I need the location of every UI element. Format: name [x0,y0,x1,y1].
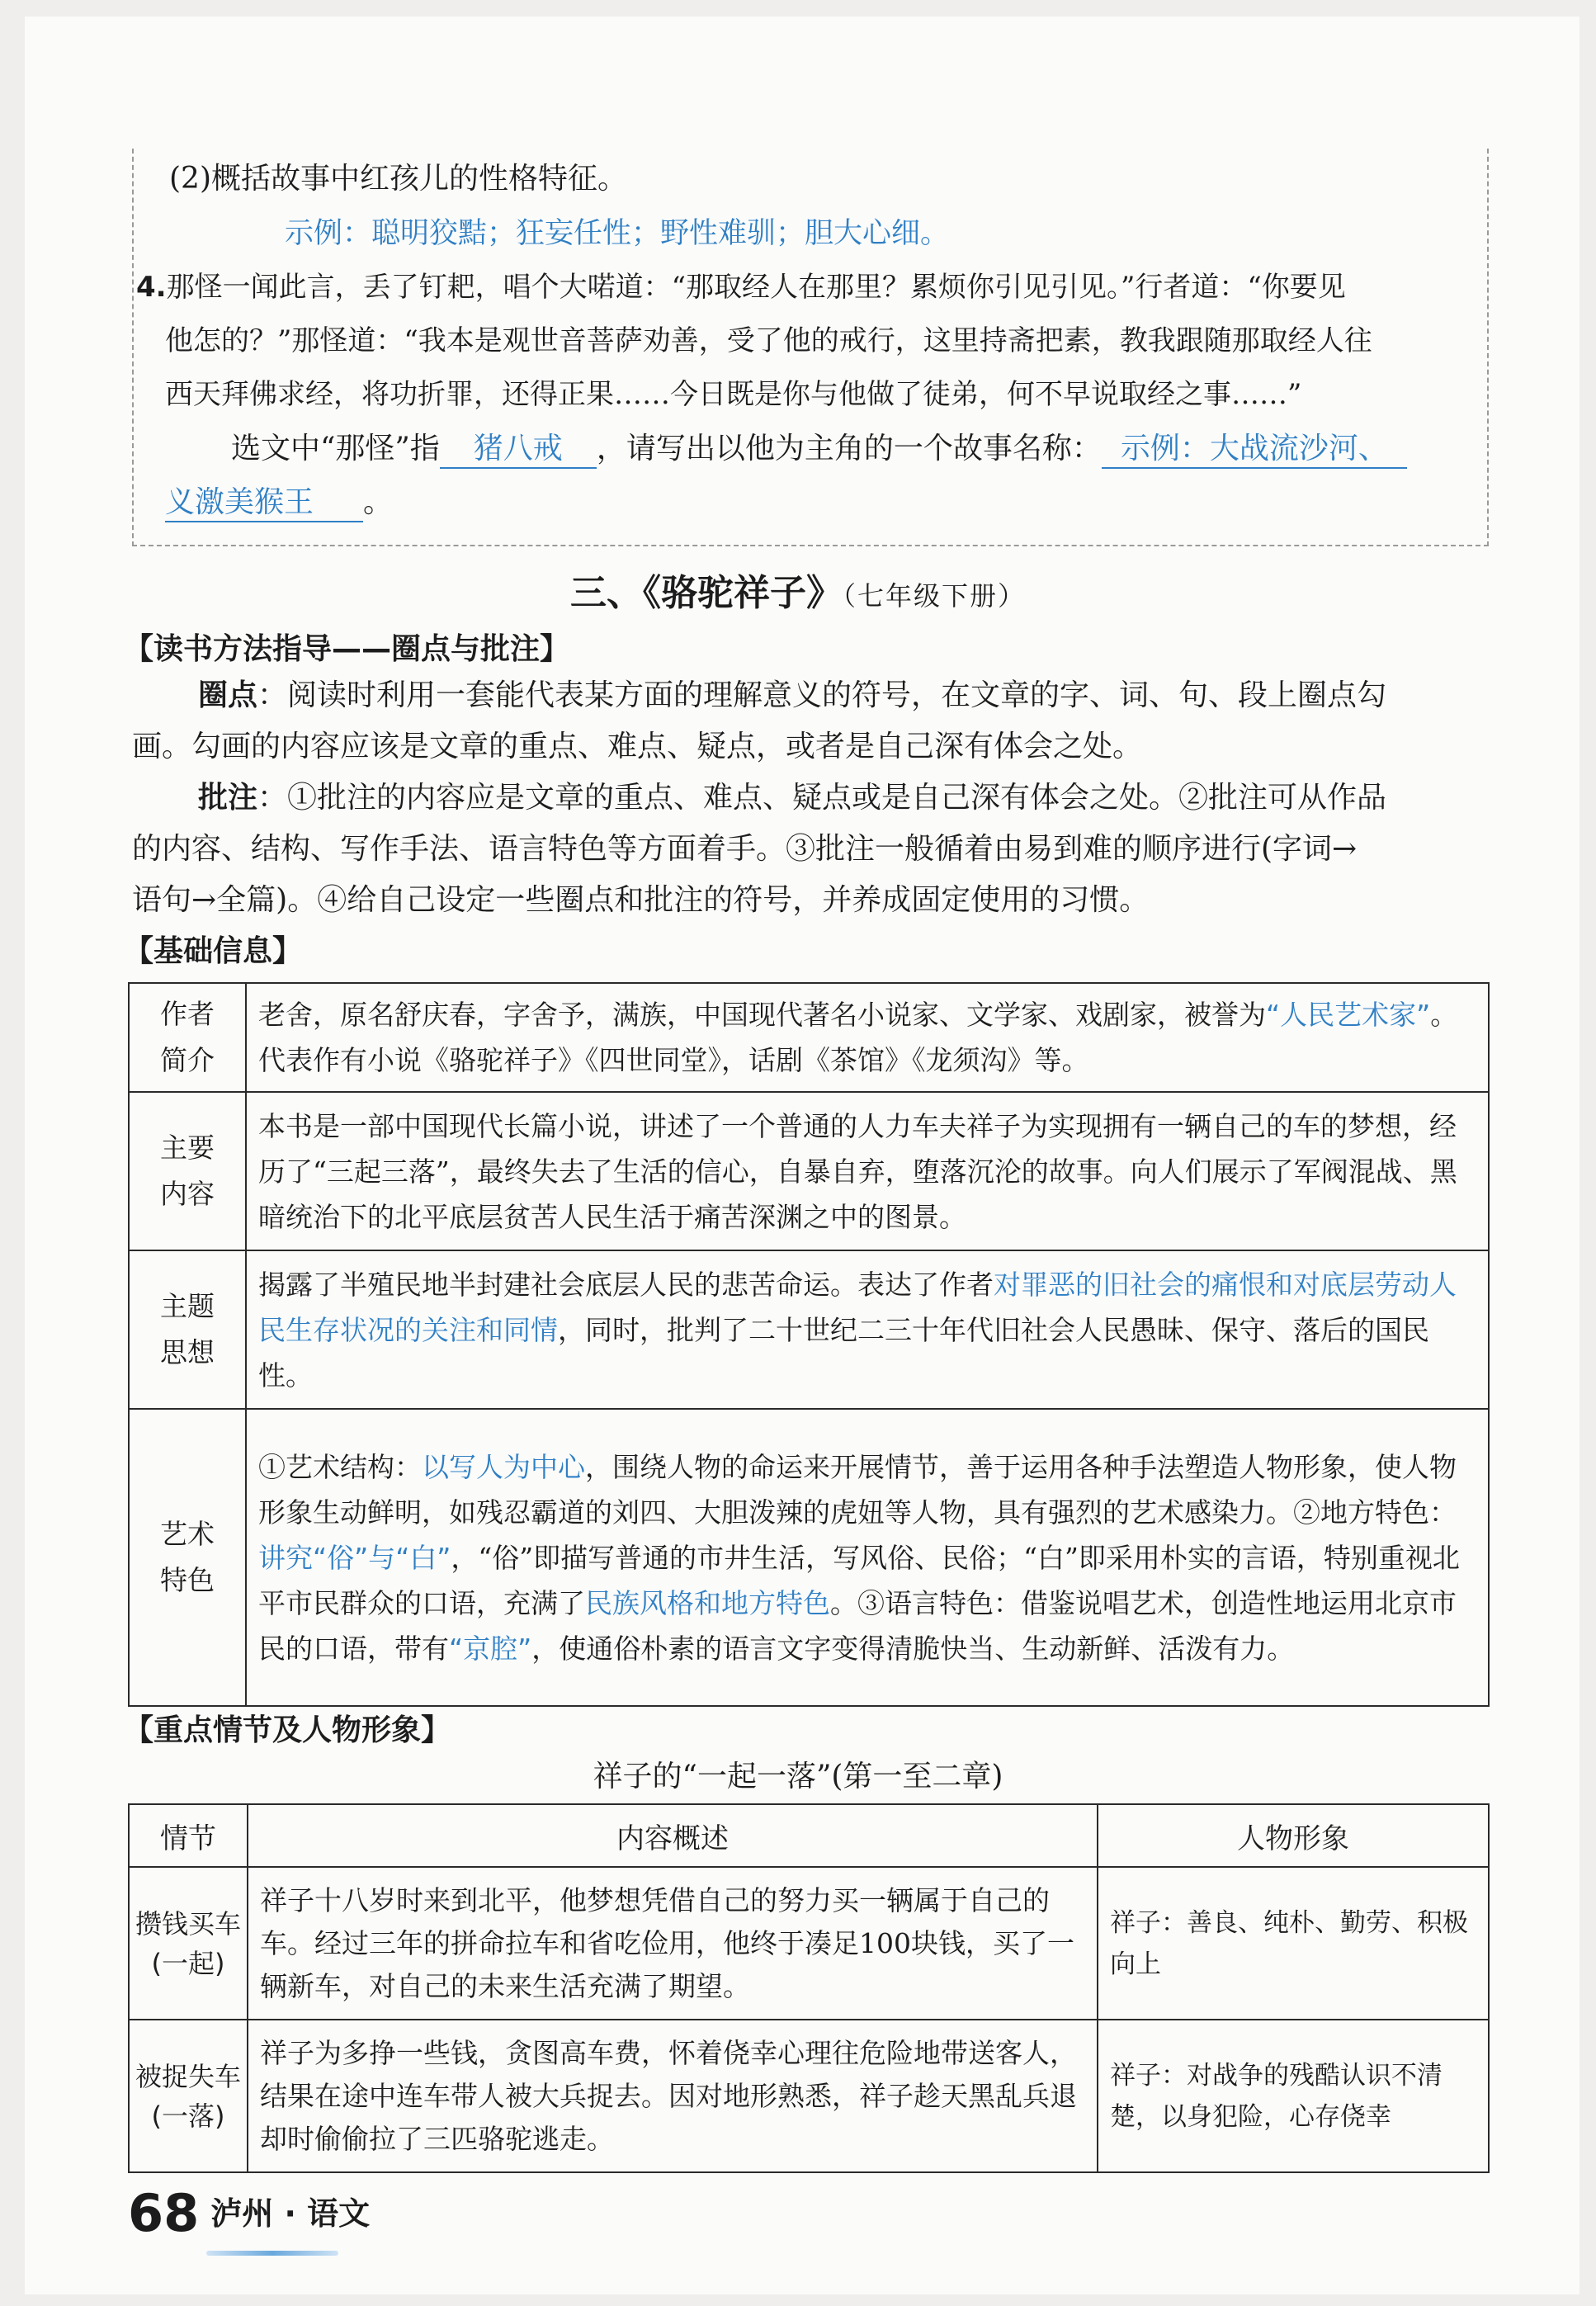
basic-heading: 【基础信息】 [124,934,303,968]
q4-number: 4. [136,271,167,304]
q2-text: (2)概括故事中红孩儿的性格特征。 [169,162,627,196]
guide-quandian [132,670,1494,773]
q2-answer: 示例：聪明狡黠；狂妄任性；野性难驯；胆大心细。 [285,217,950,250]
footer-accent-line [206,2251,338,2256]
art-text-2e: 。③语言特色：借鉴说唱艺术，创造性地运用北京市民的口语，带有 [258,1586,1457,1665]
footer-title: 泸州 · 语文 [210,2195,371,2232]
plot-table [128,1803,1490,2173]
pizhu-line1: ：①批注的内容应是文章的重点、难点、疑点或是自己深有体会之处。②批注可从作品 [257,781,1387,815]
plot-row-1-title: 攒钱买车 [135,1907,241,1940]
plot-row-1-sub: (一起) [151,1947,225,1979]
plot-heading: 【重点情节及人物形象】 [124,1713,451,1747]
plot-row-2-header [129,2020,248,2172]
q4-prompt-a: 选文中“那怪”指 [231,432,440,465]
theme-text-b: 对罪恶的旧社会的痛恨和对底层劳动人民生存状况的关注和同情 [258,1268,1457,1346]
art-text-3c: ，使通俗朴素的语言文字变得清脆快当、生动新鲜、活泼有力。 [531,1632,1295,1665]
theme-content [246,1250,1489,1409]
q4-text-1: 那怪一闻此言，丢了钉耙，唱个大喏道：“那取经人在那里？累烦你引见引见。”行者道：“你要见 [166,271,1346,304]
basic-info-table [128,982,1490,1707]
q4-prompt-b: ，请写出以他为主角的一个故事名称： [596,432,1102,465]
author-header-2: 简介 [160,1044,215,1076]
table-row [129,1409,1489,1706]
art-text-1a: ①艺术结构： [258,1450,422,1483]
pizhu-label: 批注 [198,781,258,815]
plot-row-2-content: 祥子为多挣一些钱，贪图高车费，怀着侥幸心理往危险地带送客人，结果在途中连车带人被大兵捉去。因对地形熟悉，祥子趁天黑乱兵退却时偷偷拉了三匹骆驼逃走。 [248,2020,1098,2172]
author-content [246,983,1489,1092]
theme-text-a: 揭露了半殖民地半封建社会底层人民的悲苦命运。表达了作者 [258,1268,994,1301]
art-header-1: 艺术 [160,1518,215,1550]
author-header-1: 作者 [160,998,215,1030]
art-text-2b: 讲究“俗”与“白” [258,1541,451,1574]
section-title-sub: （七年级下册） [842,580,1026,612]
plot-caption: 祥子的“一起一落”(第一至二章) [593,1760,1003,1793]
col-image: 人物形象 [1098,1804,1489,1867]
pizhu-line2: 的内容、结构、写作手法、语言特色等方面着手。③批注一般循着由易到难的顺序进行(字词→ [132,832,1358,866]
content-header [129,1092,246,1250]
col-content: 内容概述 [248,1804,1098,1867]
table-header-row [129,1804,1489,1867]
author-text-b: “人民艺术家” [1266,999,1431,1031]
page-footer [128,2183,370,2243]
table-row [129,1250,1489,1409]
section-title-main: 三、《骆驼祥子》 [569,572,843,614]
art-text-3b: “京腔” [449,1632,532,1665]
section-title [0,563,1596,616]
art-text-2c: ，“俗”即描写普通的市井生活，写风俗、民俗；“白”即采用朴实的言语，特别重视北平市民群众的口语，充满了 [258,1541,1460,1619]
col-plot: 情节 [129,1804,248,1867]
guide-heading: 【读书方法指导——圈点与批注】 [124,632,570,666]
table-row [129,2020,1489,2172]
main-content: 本书是一部中国现代长篇小说，讲述了一个普通的人力车夫祥子为实现拥有一辆自己的车的梦想，经历了“三起三落”，最终失去了生活的信心，自暴自弃，堕落沉沦的故事。向人们展示了军阀混战、黑暗统治下的北平底层贫苦人民生活于痛苦深渊之中的图景。 [246,1092,1489,1250]
content-header-1: 主要 [160,1132,215,1164]
table-row [129,1867,1489,2020]
art-text-2d: 民族风格和地方特色 [585,1586,830,1619]
theme-header [129,1250,246,1409]
theme-header-2: 思想 [160,1336,215,1368]
q4-end: 。 [363,485,394,519]
author-text-a: 老舍，原名舒庆春，字舍予，满族，中国现代著名小说家、文学家、戏剧家，被誉为 [258,999,1266,1031]
q4-line2: 他怎的？”那怪道：“我本是观世音菩萨劝善，受了他的戒行，这里持斋把素，教我跟随那取经人往 [165,324,1372,357]
plot-row-2-sub: (一落) [151,2100,225,2132]
table-row [129,1092,1489,1250]
q4-line1 [136,264,1346,305]
q4-answer-line2 [165,479,393,522]
guide-pizhu [132,773,1494,926]
author-text-c: 。代表作有小说《骆驼祥子》《四世同堂》，话剧《茶馆》《龙须沟》等。 [258,999,1458,1076]
plot-row-1-content: 祥子十八岁时来到北平，他梦想凭借自己的努力买一辆属于自己的车。经过三年的拼命拉车和省吃俭用，他终于凑足100块钱，买了一辆新车，对自己的未来生活充满了期望。 [248,1867,1098,2020]
quandian-line2: 画。勾画的内容应该是文章的重点、难点、疑点，或者是自己深有体会之处。 [132,730,1143,763]
quandian-line1: ：阅读时利用一套能代表某方面的理解意义的符号，在文章的字、词、句、段上圈点勾 [257,678,1387,712]
art-content [246,1409,1489,1706]
plot-row-2-title: 被捉失车 [135,2060,241,2092]
art-header [129,1409,246,1706]
art-text-1c: ，围绕人物的命运来开展情节，善于运用各种手法塑造人物形象，使人物形象生动鲜明，如残忍霸道的刘四、大胆泼辣的虎妞等人物，具有强烈的艺术感染力。②地方特色： [258,1450,1457,1529]
plot-row-1-image: 祥子：善良、纯朴、勤劳、积极向上 [1098,1867,1489,2020]
quandian-label: 圈点 [198,678,258,712]
content-header-2: 内容 [160,1178,215,1210]
plot-row-1-header [129,1867,248,2020]
q4-prompt-line [231,425,1407,469]
theme-header-1: 主题 [160,1290,215,1322]
page-number: 68 [128,2183,200,2243]
table-row [129,983,1489,1092]
q4-answer-b1: 示例：大战流沙河、 [1102,425,1407,469]
plot-row-2-image: 祥子：对战争的残酷认识不清楚，以身犯险，心存侥幸 [1098,2020,1489,2172]
q4-line3: 西天拜佛求经，将功折罪，还得正果……今日既是你与他做了徒弟，何不早说取经之事……” [165,378,1302,411]
theme-text-c: ，同时，批判了二十世纪二三十年代旧社会人民愚昧、保守、落后的国民性。 [258,1313,1429,1392]
art-header-2: 特色 [160,1564,215,1596]
q4-answer-b2: 义激美猴王 [165,479,363,522]
q4-answer-a: 猪八戒 [440,425,597,469]
pizhu-line3: 语句→全篇)。④给自己设定一些圈点和批注的符号，并养成固定使用的习惯。 [132,883,1150,917]
art-text-1b: 以写人为中心 [422,1450,585,1483]
author-header [129,983,246,1092]
